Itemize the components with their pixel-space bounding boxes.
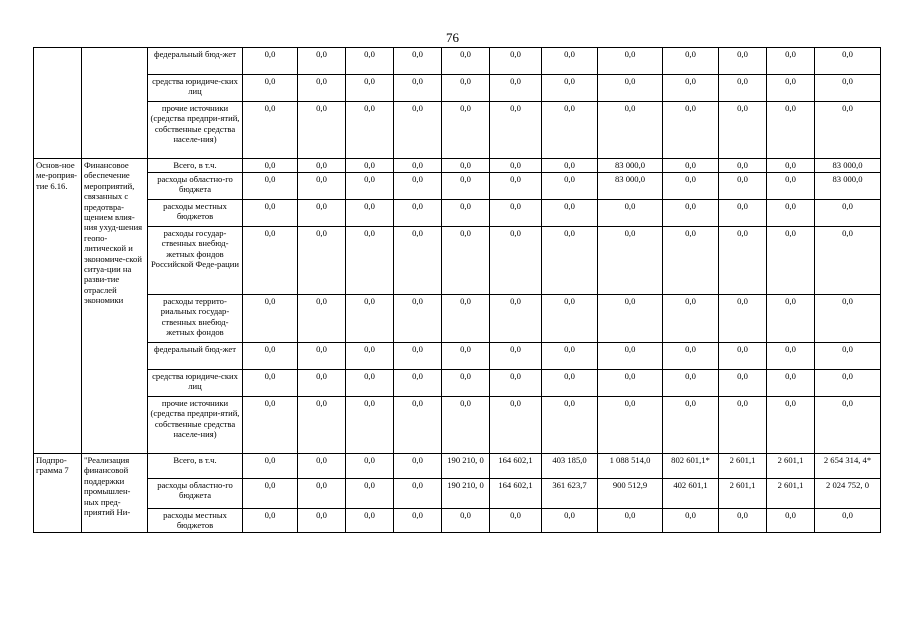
value-cell: 0,0 <box>298 343 346 370</box>
value-cell: 0,0 <box>243 454 298 479</box>
value-cell: 0,0 <box>394 75 442 102</box>
value-cell: 0,0 <box>243 200 298 227</box>
value-cell: 0,0 <box>346 343 394 370</box>
value-cell: 0,0 <box>394 159 442 173</box>
value-cell: 0,0 <box>542 370 598 397</box>
value-cell: 0,0 <box>490 48 542 75</box>
value-cell: 0,0 <box>442 200 490 227</box>
value-cell: 0,0 <box>598 295 663 343</box>
funding-source-cell: расходы областно-го бюджета <box>148 173 243 200</box>
value-cell: 0,0 <box>815 370 881 397</box>
value-cell: 802 601,1* <box>663 454 719 479</box>
value-cell: 0,0 <box>598 102 663 159</box>
value-cell: 0,0 <box>663 75 719 102</box>
value-cell: 2 654 314, 4* <box>815 454 881 479</box>
funding-source-cell: федеральный бюд-жет <box>148 343 243 370</box>
value-cell: 0,0 <box>815 48 881 75</box>
value-cell: 0,0 <box>598 370 663 397</box>
value-cell: 0,0 <box>394 48 442 75</box>
value-cell: 0,0 <box>243 295 298 343</box>
value-cell: 0,0 <box>815 295 881 343</box>
value-cell: 0,0 <box>815 343 881 370</box>
measure-name-cell: Финансовое обеспечение мероприятий, связанных с предотвра-щением влия-ния ухуд-шения геопо-литической и экономиче-ской ситуа-ции на разви-тие отраслей экономики <box>82 159 148 454</box>
value-cell: 0,0 <box>663 509 719 533</box>
value-cell: 0,0 <box>767 227 815 295</box>
value-cell: 0,0 <box>490 159 542 173</box>
value-cell: 0,0 <box>542 173 598 200</box>
value-cell: 361 623,7 <box>542 479 598 509</box>
value-cell: 0,0 <box>394 454 442 479</box>
value-cell: 0,0 <box>298 370 346 397</box>
value-cell: 0,0 <box>719 200 767 227</box>
value-cell: 0,0 <box>719 295 767 343</box>
value-cell: 0,0 <box>542 102 598 159</box>
table-row <box>34 200 881 227</box>
value-cell: 0,0 <box>298 397 346 454</box>
continued-name-cell <box>82 48 148 159</box>
funding-source-cell: расходы местных бюджетов <box>148 509 243 533</box>
table-row <box>34 454 881 479</box>
value-cell: 0,0 <box>542 343 598 370</box>
value-cell: 0,0 <box>490 397 542 454</box>
value-cell: 0,0 <box>490 343 542 370</box>
value-cell: 0,0 <box>243 48 298 75</box>
value-cell: 0,0 <box>767 102 815 159</box>
value-cell: 83 000,0 <box>598 159 663 173</box>
funding-source-cell: средства юридиче-ских лиц <box>148 370 243 397</box>
value-cell: 0,0 <box>346 48 394 75</box>
value-cell: 0,0 <box>719 75 767 102</box>
value-cell: 2 024 752, 0 <box>815 479 881 509</box>
value-cell: 0,0 <box>298 159 346 173</box>
value-cell: 0,0 <box>767 48 815 75</box>
value-cell: 0,0 <box>663 173 719 200</box>
value-cell: 0,0 <box>815 509 881 533</box>
value-cell: 0,0 <box>542 227 598 295</box>
value-cell: 0,0 <box>542 397 598 454</box>
value-cell: 0,0 <box>442 173 490 200</box>
value-cell: 0,0 <box>394 509 442 533</box>
value-cell: 0,0 <box>767 200 815 227</box>
value-cell: 0,0 <box>442 295 490 343</box>
value-cell: 0,0 <box>298 295 346 343</box>
value-cell: 0,0 <box>298 479 346 509</box>
value-cell: 0,0 <box>243 343 298 370</box>
value-cell: 83 000,0 <box>598 173 663 200</box>
value-cell: 0,0 <box>598 75 663 102</box>
value-cell: 83 000,0 <box>815 159 881 173</box>
value-cell: 0,0 <box>490 295 542 343</box>
value-cell: 0,0 <box>346 479 394 509</box>
value-cell: 0,0 <box>442 102 490 159</box>
funding-source-cell: расходы областно-го бюджета <box>148 479 243 509</box>
value-cell: 2 601,1 <box>719 454 767 479</box>
value-cell: 900 512,9 <box>598 479 663 509</box>
value-cell: 0,0 <box>767 173 815 200</box>
value-cell: 83 000,0 <box>815 173 881 200</box>
value-cell: 0,0 <box>394 370 442 397</box>
table-row <box>34 370 881 397</box>
budget-table <box>33 47 881 533</box>
value-cell: 0,0 <box>542 200 598 227</box>
value-cell: 0,0 <box>346 159 394 173</box>
value-cell: 0,0 <box>767 370 815 397</box>
funding-source-cell: Всего, в т.ч. <box>148 159 243 173</box>
value-cell: 0,0 <box>598 48 663 75</box>
value-cell: 0,0 <box>719 509 767 533</box>
value-cell: 0,0 <box>346 397 394 454</box>
value-cell: 0,0 <box>394 295 442 343</box>
value-cell: 0,0 <box>815 102 881 159</box>
value-cell: 0,0 <box>346 173 394 200</box>
value-cell: 0,0 <box>490 173 542 200</box>
value-cell: 0,0 <box>298 173 346 200</box>
value-cell: 0,0 <box>815 227 881 295</box>
value-cell: 0,0 <box>542 75 598 102</box>
continued-label-cell <box>34 48 82 159</box>
value-cell: 0,0 <box>243 173 298 200</box>
value-cell: 0,0 <box>442 75 490 102</box>
table-row <box>34 159 881 173</box>
funding-source-cell: расходы государ-ственных внебюд-жетных фондов Российской Феде-рации <box>148 227 243 295</box>
value-cell: 0,0 <box>346 227 394 295</box>
value-cell: 0,0 <box>442 509 490 533</box>
value-cell: 0,0 <box>542 159 598 173</box>
value-cell: 0,0 <box>663 295 719 343</box>
table-row <box>34 295 881 343</box>
value-cell: 0,0 <box>663 227 719 295</box>
value-cell: 0,0 <box>490 102 542 159</box>
value-cell: 0,0 <box>298 509 346 533</box>
value-cell: 0,0 <box>663 370 719 397</box>
measure-label-cell: Основ-ное ме-роприя-тие 6.16. <box>34 159 82 454</box>
table-row <box>34 397 881 454</box>
value-cell: 0,0 <box>490 370 542 397</box>
value-cell: 0,0 <box>394 173 442 200</box>
page-number: 76 <box>446 30 459 45</box>
value-cell: 0,0 <box>542 509 598 533</box>
value-cell: 0,0 <box>298 454 346 479</box>
value-cell: 0,0 <box>663 397 719 454</box>
value-cell: 0,0 <box>346 102 394 159</box>
value-cell: 0,0 <box>442 343 490 370</box>
value-cell: 0,0 <box>442 227 490 295</box>
value-cell: 0,0 <box>346 509 394 533</box>
value-cell: 0,0 <box>598 509 663 533</box>
value-cell: 0,0 <box>298 227 346 295</box>
funding-source-cell: прочие источники (средства предпри-ятий, собственные средства населе-ния) <box>148 102 243 159</box>
funding-source-cell: прочие источники (средства предпри-ятий, собственные средства населе-ния) <box>148 397 243 454</box>
value-cell: 0,0 <box>719 343 767 370</box>
value-cell: 0,0 <box>346 370 394 397</box>
value-cell: 0,0 <box>719 227 767 295</box>
table-row <box>34 102 881 159</box>
value-cell: 0,0 <box>298 48 346 75</box>
value-cell: 0,0 <box>767 159 815 173</box>
value-cell: 0,0 <box>394 200 442 227</box>
value-cell: 0,0 <box>442 370 490 397</box>
value-cell: 0,0 <box>298 200 346 227</box>
value-cell: 0,0 <box>663 159 719 173</box>
value-cell: 0,0 <box>663 102 719 159</box>
value-cell: 0,0 <box>243 397 298 454</box>
value-cell: 0,0 <box>663 200 719 227</box>
table-row <box>34 343 881 370</box>
table-row <box>34 173 881 200</box>
funding-source-cell: расходы местных бюджетов <box>148 200 243 227</box>
value-cell: 0,0 <box>767 343 815 370</box>
value-cell: 0,0 <box>298 102 346 159</box>
value-cell: 0,0 <box>815 75 881 102</box>
value-cell: 0,0 <box>243 479 298 509</box>
table-row <box>34 75 881 102</box>
value-cell: 0,0 <box>346 75 394 102</box>
table-row <box>34 479 881 509</box>
value-cell: 0,0 <box>719 173 767 200</box>
value-cell: 0,0 <box>442 159 490 173</box>
funding-source-cell: федеральный бюд-жет <box>148 48 243 75</box>
value-cell: 0,0 <box>767 397 815 454</box>
funding-source-cell: Всего, в т.ч. <box>148 454 243 479</box>
value-cell: 0,0 <box>442 397 490 454</box>
value-cell: 0,0 <box>394 227 442 295</box>
value-cell: 0,0 <box>243 102 298 159</box>
value-cell: 0,0 <box>490 227 542 295</box>
value-cell: 0,0 <box>490 75 542 102</box>
value-cell: 2 601,1 <box>719 479 767 509</box>
value-cell: 0,0 <box>243 370 298 397</box>
table-row <box>34 227 881 295</box>
value-cell: 0,0 <box>719 102 767 159</box>
value-cell: 0,0 <box>346 454 394 479</box>
value-cell: 0,0 <box>490 200 542 227</box>
value-cell: 0,0 <box>298 75 346 102</box>
value-cell: 0,0 <box>767 75 815 102</box>
table-row <box>34 509 881 533</box>
value-cell: 0,0 <box>243 159 298 173</box>
value-cell: 402 601,1 <box>663 479 719 509</box>
value-cell: 0,0 <box>815 397 881 454</box>
value-cell: 0,0 <box>394 343 442 370</box>
value-cell: 0,0 <box>394 397 442 454</box>
value-cell: 0,0 <box>346 200 394 227</box>
value-cell: 1 088 514,0 <box>598 454 663 479</box>
value-cell: 0,0 <box>663 343 719 370</box>
value-cell: 2 601,1 <box>767 454 815 479</box>
value-cell: 403 185,0 <box>542 454 598 479</box>
funding-source-cell: расходы террито-риальных государ-ственных внебюд-жетных фондов <box>148 295 243 343</box>
value-cell: 0,0 <box>394 102 442 159</box>
value-cell: 0,0 <box>815 200 881 227</box>
subprogram-name-cell: "Реализация финансовой поддержки промышлен-ных пред-приятий Ни- <box>82 454 148 533</box>
value-cell: 0,0 <box>767 509 815 533</box>
value-cell: 0,0 <box>394 479 442 509</box>
value-cell: 0,0 <box>243 75 298 102</box>
value-cell: 0,0 <box>243 509 298 533</box>
value-cell: 0,0 <box>719 370 767 397</box>
table-row <box>34 48 881 75</box>
value-cell: 0,0 <box>598 227 663 295</box>
value-cell: 0,0 <box>767 295 815 343</box>
value-cell: 0,0 <box>490 509 542 533</box>
value-cell: 0,0 <box>542 48 598 75</box>
value-cell: 0,0 <box>598 397 663 454</box>
value-cell: 0,0 <box>719 48 767 75</box>
value-cell: 2 601,1 <box>767 479 815 509</box>
value-cell: 164 602,1 <box>490 454 542 479</box>
value-cell: 0,0 <box>542 295 598 343</box>
value-cell: 0,0 <box>719 397 767 454</box>
value-cell: 0,0 <box>598 200 663 227</box>
value-cell: 164 602,1 <box>490 479 542 509</box>
value-cell: 0,0 <box>346 295 394 343</box>
value-cell: 190 210, 0 <box>442 454 490 479</box>
value-cell: 0,0 <box>598 343 663 370</box>
value-cell: 190 210, 0 <box>442 479 490 509</box>
value-cell: 0,0 <box>719 159 767 173</box>
value-cell: 0,0 <box>442 48 490 75</box>
subprogram-label-cell: Подпро-грамма 7 <box>34 454 82 533</box>
value-cell: 0,0 <box>663 48 719 75</box>
value-cell: 0,0 <box>243 227 298 295</box>
funding-source-cell: средства юридиче-ских лиц <box>148 75 243 102</box>
